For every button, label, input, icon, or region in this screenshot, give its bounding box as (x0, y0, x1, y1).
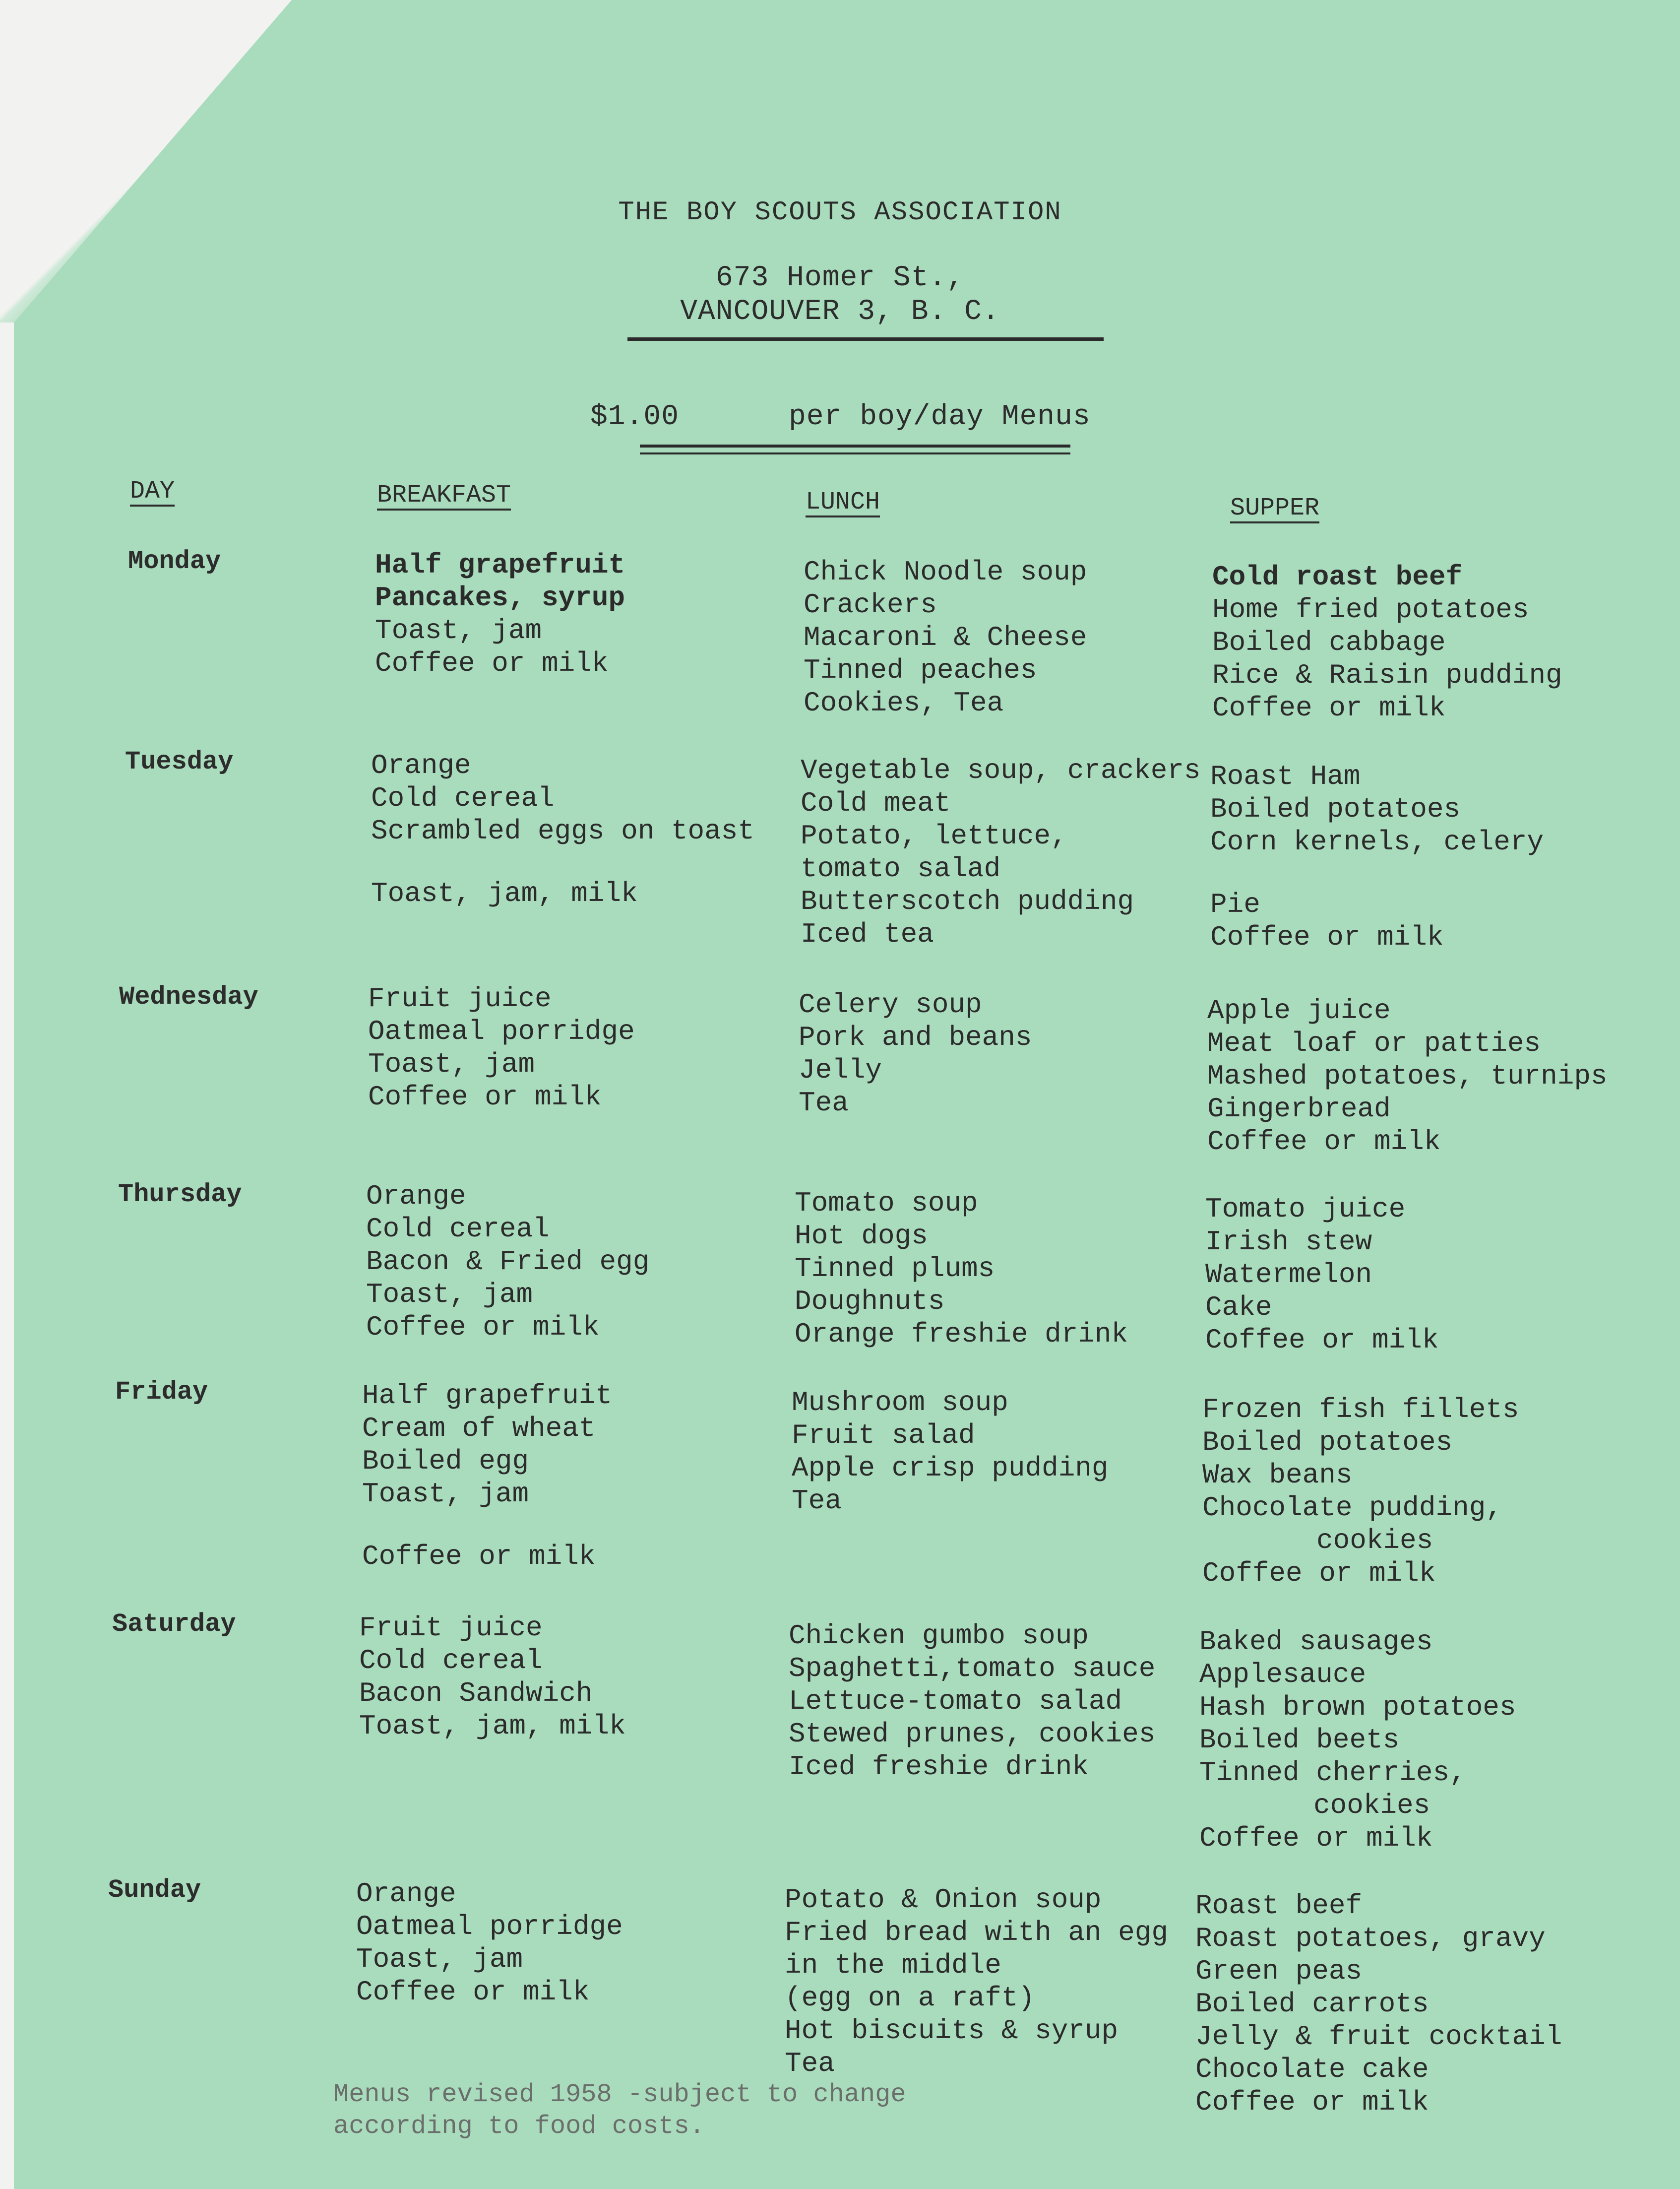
menu-item: cookies (1316, 1525, 1433, 1556)
menu-item: Boiled potatoes (1202, 1426, 1453, 1458)
supper-friday (1202, 1393, 1519, 1590)
header-lunch: LUNCH (806, 488, 880, 516)
menu-item: Pancakes, syrup (375, 582, 625, 614)
revision-footnote (333, 2079, 906, 2142)
menu-item: Coffee or milk (1212, 692, 1446, 724)
menu-item: (egg on a raft) (785, 1982, 1035, 2014)
lunch-wednesday (799, 988, 1032, 1119)
breakfast-tuesday (371, 749, 754, 910)
menu-item: Half grapefruit (362, 1380, 613, 1412)
lunch-thursday (795, 1187, 1128, 1351)
menu-item: Tomato juice (1205, 1193, 1406, 1225)
menu-item: Toast, jam (366, 1279, 533, 1310)
menu-item: Oatmeal porridge (368, 1016, 635, 1047)
menu-item: Boiled beets (1199, 1724, 1400, 1756)
menu-item: Scrambled eggs on toast (371, 815, 754, 847)
lunch-monday (804, 556, 1087, 719)
menu-item: Tinned peaches (804, 654, 1037, 686)
menu-item: Orange freshie drink (795, 1318, 1128, 1350)
address-city: VANCOUVER 3, B. C. (680, 296, 1000, 328)
menu-item: Cold cereal (371, 782, 555, 814)
breakfast-wednesday (368, 982, 635, 1113)
menu-item: Toast, jam (368, 1048, 535, 1080)
menu-item: Apple juice (1207, 995, 1391, 1027)
menu-item: Tinned cherries, (1199, 1757, 1466, 1789)
menu-item: Cake (1205, 1291, 1272, 1323)
rate-underline-second (640, 452, 1070, 454)
menu-item: Lettuce-tomato salad (789, 1685, 1122, 1717)
day-thursday: Thursday (118, 1180, 242, 1209)
menu-item: Cold meat (801, 787, 951, 819)
menu-item: Oatmeal porridge (356, 1911, 623, 1942)
menu-item: Toast, jam (375, 615, 542, 646)
menu-item: Cream of wheat (362, 1413, 596, 1444)
menu-item: Hot biscuits & syrup (785, 2015, 1119, 2047)
menu-item: Boiled carrots (1195, 1988, 1429, 2020)
organization-name: THE BOY SCOUTS ASSOCIATION (618, 197, 1062, 228)
menu-item: Iced freshie drink (789, 1751, 1089, 1783)
menu-item: Coffee or milk (1210, 921, 1444, 953)
breakfast-friday (362, 1379, 612, 1573)
menu-item: cookies (1313, 1790, 1431, 1821)
rate-label: per boy/day Menus (789, 401, 1091, 433)
menu-item: Crackers (804, 589, 937, 621)
menu-item: Tea (792, 1485, 842, 1517)
menu-item: Cold cereal (359, 1645, 543, 1676)
menu-item: Iced tea (801, 918, 934, 950)
menu-item: Fruit salad (792, 1419, 975, 1451)
menu-item: Tea (785, 2048, 835, 2079)
header-day: DAY (130, 477, 175, 506)
day-saturday: Saturday (112, 1610, 236, 1639)
lunch-friday (792, 1386, 1109, 1517)
menu-item: Roast potatoes, gravy (1195, 1923, 1546, 1954)
rate-line (590, 401, 1091, 433)
menu-item: Tea (799, 1087, 849, 1119)
menu-item: Coffee or milk (356, 1976, 590, 2008)
menu-item: Potato & Onion soup (785, 1884, 1102, 1916)
menu-item: Pie (1210, 889, 1260, 920)
menu-item: Roast Ham (1210, 761, 1361, 792)
menu-item: Fruit juice (359, 1612, 543, 1644)
menu-item: Boiled cabbage (1212, 627, 1446, 658)
menu-item: Half grapefruit (375, 549, 625, 581)
menu-item: Celery soup (799, 989, 982, 1021)
menu-item: Stewed prunes, cookies (789, 1718, 1156, 1750)
menu-item: Frozen fish fillets (1202, 1394, 1519, 1425)
menu-item: Irish stew (1205, 1226, 1372, 1258)
menu-item: Chocolate pudding, (1202, 1492, 1502, 1524)
supper-thursday (1205, 1193, 1438, 1356)
menu-item: Tinned plums (795, 1253, 995, 1285)
header-supper: SUPPER (1230, 494, 1320, 522)
menu-item: in the middle (785, 1949, 1001, 1981)
header-breakfast: BREAKFAST (377, 481, 511, 510)
day-tuesday: Tuesday (125, 747, 234, 776)
menu-item: Corn kernels, celery (1210, 826, 1544, 858)
breakfast-monday (375, 549, 625, 680)
menu-item: Coffee or milk (1199, 1822, 1433, 1854)
menu-item: Home fried potatoes (1212, 594, 1529, 626)
menu-item: Coffee or milk (1207, 1126, 1441, 1158)
menu-item: Chicken gumbo soup (789, 1620, 1089, 1652)
footnote-line: Menus revised 1958 -subject to change (333, 2080, 906, 2109)
menu-item: Green peas (1195, 1955, 1363, 1987)
lunch-saturday (789, 1619, 1155, 1783)
supper-wednesday (1207, 994, 1608, 1158)
menu-item: Hash brown potatoes (1199, 1691, 1516, 1723)
menu-item: Coffee or milk (1202, 1557, 1436, 1589)
menu-item: Coffee or milk (368, 1081, 602, 1113)
menu-item: Coffee or milk (1205, 1324, 1439, 1356)
menu-item: Toast, jam, milk (359, 1710, 626, 1742)
rate-underline (640, 445, 1070, 448)
menu-item: Rice & Raisin pudding (1212, 659, 1562, 691)
supper-saturday (1199, 1625, 1516, 1855)
menu-item: Jelly (799, 1054, 882, 1086)
breakfast-sunday (356, 1877, 623, 2008)
menu-item: Vegetable soup, crackers (801, 755, 1201, 786)
day-friday: Friday (115, 1377, 208, 1407)
menu-item: Apple crisp pudding (792, 1452, 1109, 1484)
menu-item: Roast beef (1195, 1890, 1363, 1922)
address-underline (627, 337, 1104, 341)
menu-item: Mashed potatoes, turnips (1207, 1060, 1608, 1092)
menu-item: Potato, lettuce, (801, 820, 1067, 852)
menu-item: Macaroni & Cheese (804, 622, 1087, 653)
menu-item: Boiled potatoes (1210, 793, 1461, 825)
menu-item: Spaghetti,tomato sauce (789, 1653, 1156, 1684)
supper-monday (1212, 561, 1562, 724)
footnote-line: according to food costs. (333, 2112, 705, 2141)
menu-item: Butterscotch pudding (801, 886, 1134, 917)
menu-item: Jelly & fruit cocktail (1195, 2021, 1562, 2053)
day-wednesday: Wednesday (119, 982, 258, 1012)
menu-item: Mushroom soup (792, 1387, 1008, 1418)
menu-item: Applesauce (1199, 1659, 1367, 1690)
menu-item: Cold cereal (366, 1213, 550, 1245)
menu-item: Bacon & Fried egg (366, 1246, 650, 1278)
menu-item: Hot dogs (795, 1220, 928, 1252)
day-monday: Monday (128, 547, 221, 576)
menu-item: Coffee or milk (362, 1541, 596, 1572)
menu-item: Baked sausages (1199, 1626, 1433, 1658)
supper-sunday (1195, 1889, 1562, 2119)
menu-item: Wax beans (1202, 1459, 1353, 1491)
lunch-tuesday (801, 754, 1201, 951)
menu-item: tomato salad (801, 853, 1001, 885)
menu-item: Cookies, Tea (804, 687, 1004, 719)
rate-amount: $1.00 (590, 401, 680, 433)
menu-item: Boiled egg (362, 1445, 529, 1477)
menu-item: Chick Noodle soup (804, 556, 1087, 588)
day-sunday: Sunday (108, 1875, 201, 1905)
menu-item: Gingerbread (1207, 1093, 1391, 1125)
menu-item: Fruit juice (368, 983, 552, 1015)
supper-tuesday (1210, 760, 1544, 954)
menu-item: Toast, jam, milk (371, 878, 638, 909)
menu-item: Meat loaf or patties (1207, 1028, 1541, 1059)
menu-item: Bacon Sandwich (359, 1677, 593, 1709)
menu-item: Coffee or milk (375, 647, 609, 679)
menu-item: Toast, jam (362, 1478, 529, 1510)
menu-item: Fried bread with an egg (785, 1917, 1168, 1948)
menu-item: Coffee or milk (366, 1311, 600, 1343)
menu-item: Orange (371, 750, 471, 781)
menu-item: Doughnuts (795, 1286, 945, 1317)
menu-item: Tomato soup (795, 1187, 978, 1219)
address-street: 673 Homer St., (715, 262, 965, 294)
menu-item: Orange (356, 1878, 456, 1910)
menu-item: Toast, jam (356, 1943, 523, 1975)
menu-item: Coffee or milk (1195, 2086, 1429, 2118)
breakfast-saturday (359, 1611, 626, 1742)
menu-item: Orange (366, 1180, 466, 1212)
lunch-sunday (785, 1883, 1168, 2080)
menu-item: Pork and beans (799, 1022, 1032, 1053)
breakfast-thursday (366, 1180, 649, 1344)
menu-item: Cold roast beef (1212, 561, 1463, 593)
menu-item: Chocolate cake (1195, 2054, 1429, 2085)
menu-item: Watermelon (1205, 1259, 1372, 1290)
